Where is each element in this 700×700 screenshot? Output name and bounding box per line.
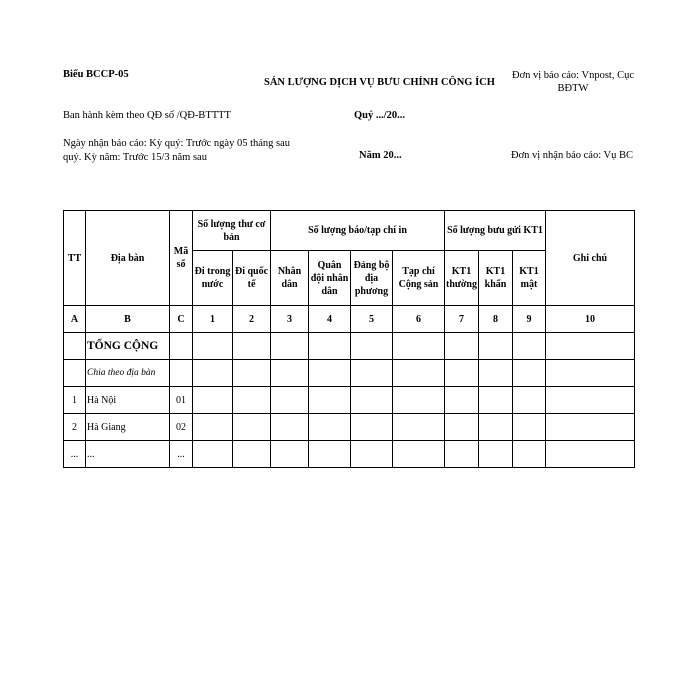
group-header-parcels: Số lượng bưu gửi KT1 — [445, 211, 546, 251]
row-area: ... — [86, 441, 170, 468]
row-tt: 1 — [64, 387, 86, 414]
row-tt: 2 — [64, 414, 86, 441]
index-cell: 2 — [233, 306, 271, 333]
sub-header-nhan-dan: Nhân dân — [271, 251, 309, 306]
sub-header-dang-bo: Đảng bộ địa phương — [351, 251, 393, 306]
index-cell: 8 — [479, 306, 513, 333]
receiving-unit: Đơn vị nhận báo cáo: Vụ BC — [511, 150, 634, 161]
row-area: Hà Giang — [86, 414, 170, 441]
group-header-press: Số lượng báo/tạp chí in — [271, 211, 445, 251]
index-cell: 6 — [393, 306, 445, 333]
sub-header-kt1-secret: KT1 mật — [513, 251, 546, 306]
reporting-unit: Đơn vị báo cáo: Vnpost, Cục BĐTW — [511, 70, 634, 94]
decree-reference: Ban hành kèm theo QĐ số /QĐ-BTTTT — [63, 110, 231, 121]
index-cell: 3 — [271, 306, 309, 333]
sub-header-kt1-normal: KT1 thường — [445, 251, 479, 306]
sub-header-quan-doi: Quân đội nhân dân — [309, 251, 351, 306]
index-cell: B — [86, 306, 170, 333]
row-area: Chia theo địa bàn — [86, 360, 170, 387]
col-header-code: Mã số — [170, 211, 193, 306]
index-cell: 4 — [309, 306, 351, 333]
table-row — [64, 414, 635, 441]
index-cell: A — [64, 306, 86, 333]
index-cell: 10 — [546, 306, 635, 333]
row-code — [170, 333, 193, 360]
table-row — [64, 387, 635, 414]
index-cell: 1 — [193, 306, 233, 333]
index-row — [64, 306, 635, 333]
table-row-total — [64, 333, 635, 360]
report-table — [63, 210, 635, 468]
year-label: Năm 20... — [359, 150, 402, 161]
index-cell: 7 — [445, 306, 479, 333]
sub-header-kt1-urgent: KT1 khẩn — [479, 251, 513, 306]
form-code: Biểu BCCP-05 — [63, 69, 129, 80]
report-date-note: Ngày nhận báo cáo: Kỳ quý: Trước ngày 05 tháng sau quý. Kỳ năm: Trước 15/3 năm sau — [63, 138, 291, 163]
col-header-area: Địa bàn — [86, 211, 170, 306]
index-cell: C — [170, 306, 193, 333]
row-code — [170, 360, 193, 387]
sub-header-international: Đi quốc tế — [233, 251, 271, 306]
table-row — [64, 441, 635, 468]
row-code: 01 — [170, 387, 193, 414]
sub-header-domestic: Đi trong nước — [193, 251, 233, 306]
row-tt — [64, 333, 86, 360]
index-cell: 9 — [513, 306, 546, 333]
col-header-notes: Ghi chú — [546, 211, 635, 306]
row-code: ... — [170, 441, 193, 468]
table-row-subheading — [64, 360, 635, 387]
row-area: Hà Nội — [86, 387, 170, 414]
col-header-tt: TT — [64, 211, 86, 306]
group-header-letters: Số lượng thư cơ bản — [193, 211, 271, 251]
index-cell: 5 — [351, 306, 393, 333]
row-area: TỔNG CỘNG — [86, 333, 170, 360]
document-title: SẢN LƯỢNG DỊCH VỤ BƯU CHÍNH CÔNG ÍCH — [264, 77, 495, 88]
row-code: 02 — [170, 414, 193, 441]
row-tt: ... — [64, 441, 86, 468]
quarter-label: Quý .../20... — [354, 110, 406, 121]
row-tt — [64, 360, 86, 387]
sub-header-tap-chi: Tạp chí Cộng sản — [393, 251, 445, 306]
